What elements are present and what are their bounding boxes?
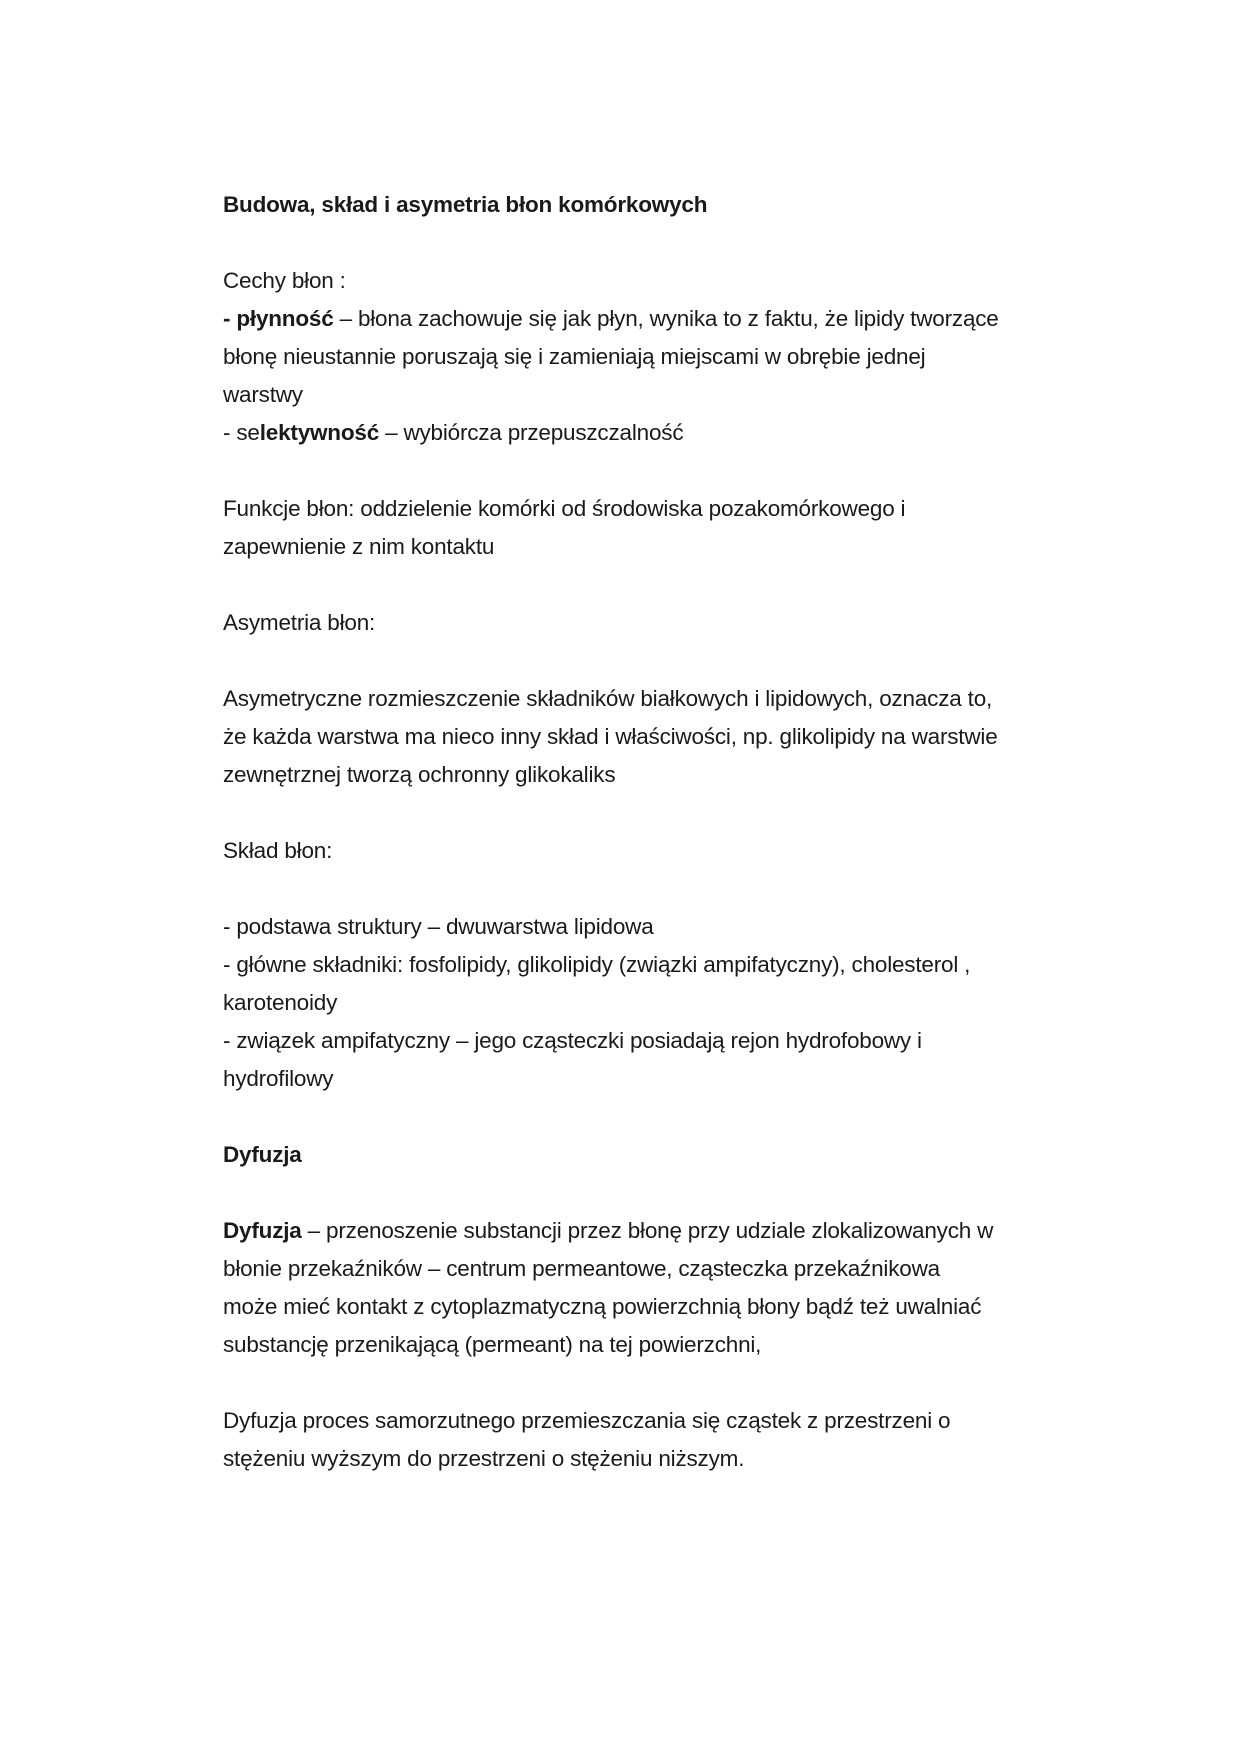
document-body	[223, 186, 1103, 1478]
spacer	[223, 642, 1103, 680]
cechy-heading: Cechy błon :	[223, 268, 346, 293]
spacer	[223, 566, 1103, 604]
dyfuzja-proces-line: stężeniu wyższym do przestrzeni o stężeniu niższym.	[223, 1446, 745, 1471]
definition-text: – błona zachowuje się jak płyn, wynika to z faktu, że lipidy tworzące	[333, 306, 999, 331]
funkcje-line: zapewnienie z nim kontaktu	[223, 534, 495, 559]
cechy-item-plynnosc	[223, 300, 1103, 338]
spacer	[223, 1098, 1103, 1136]
term-dyfuzja: Dyfuzja	[223, 1218, 302, 1243]
term-selektywnosc: lektywność	[259, 420, 380, 445]
cechy-item-selektywnosc	[223, 414, 1103, 452]
definition-text: – przenoszenie substancji przez błonę przy udziale zlokalizowanych w	[301, 1218, 994, 1243]
spacer	[223, 1174, 1103, 1212]
definition-text: – wybiórcza przepuszczalność	[379, 420, 684, 445]
text-line: warstwy	[223, 382, 303, 407]
term-plynnosc: płynność	[236, 306, 334, 331]
dyfuzja-definition	[223, 1212, 1103, 1250]
spacer	[223, 870, 1103, 908]
spacer	[223, 1364, 1103, 1402]
sklad-line: karotenoidy	[223, 990, 338, 1015]
spacer	[223, 452, 1103, 490]
sklad-line: - związek ampifatyczny – jego cząsteczki posiadają rejon hydrofobowy i	[223, 1028, 922, 1053]
sklad-line: - podstawa struktury – dwuwarstwa lipidowa	[223, 914, 654, 939]
dyfuzja-proces-line: Dyfuzja proces samorzutnego przemieszczania się cząstek z przestrzeni o	[223, 1408, 951, 1433]
text-line: może mieć kontakt z cytoplazmatyczną powierzchnią błony bądź też uwalniać	[223, 1294, 982, 1319]
document-title: Budowa, skład i asymetria błon komórkowych	[223, 192, 708, 217]
text-line: błonie przekaźników – centrum permeantowe, cząsteczka przekaźnikowa	[223, 1256, 940, 1281]
sklad-line: - główne składniki: fosfolipidy, glikolipidy (związki ampifatyczny), cholesterol ,	[223, 952, 971, 977]
funkcje-line: Funkcje błon: oddzielenie komórki od środowiska pozakomórkowego i	[223, 496, 906, 521]
asymetria-line: zewnętrznej tworzą ochronny glikokaliks	[223, 762, 616, 787]
dyfuzja-heading: Dyfuzja	[223, 1142, 302, 1167]
sklad-heading: Skład błon:	[223, 838, 333, 863]
text-line: substancję przenikającą (permeant) na tej powierzchni,	[223, 1332, 762, 1357]
text-line: błonę nieustannie poruszają się i zamieniają miejscami w obrębie jednej	[223, 344, 926, 369]
asymetria-line: Asymetryczne rozmieszczenie składników białkowych i lipidowych, oznacza to,	[223, 686, 993, 711]
sklad-line: hydrofilowy	[223, 1066, 334, 1091]
list-dash: -	[223, 306, 237, 331]
spacer	[223, 794, 1103, 832]
spacer	[223, 224, 1103, 262]
asymetria-heading: Asymetria błon:	[223, 610, 376, 635]
list-dash: - se	[223, 420, 260, 445]
asymetria-line: że każda warstwa ma nieco inny skład i właściwości, np. glikolipidy na warstwie	[223, 724, 998, 749]
